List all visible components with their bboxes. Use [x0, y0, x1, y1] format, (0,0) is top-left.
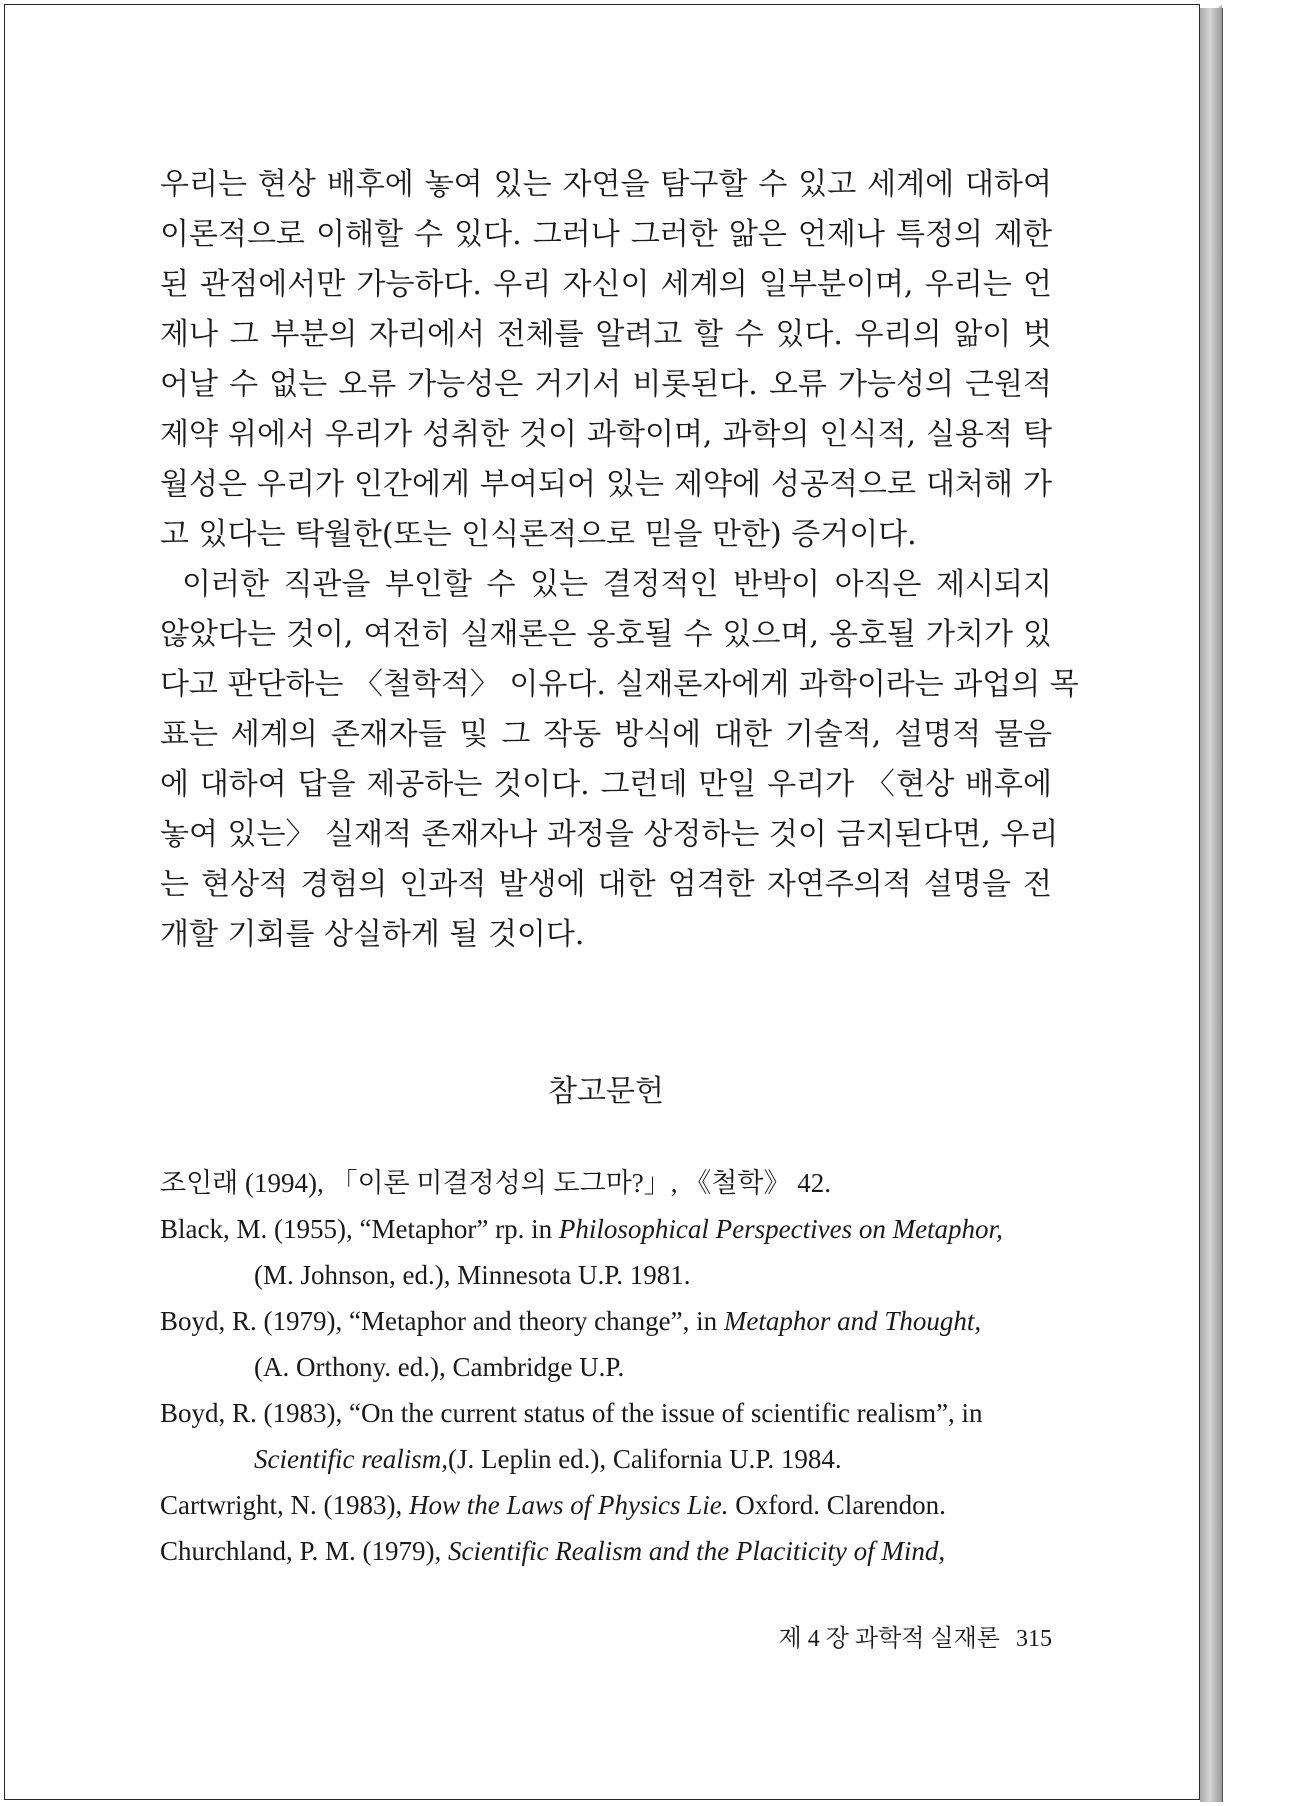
reference-continuation [160, 1436, 1052, 1482]
text-line: 이론적으로 이해할 수 있다. 그러나 그러한 앎은 언제나 특정의 제한 [160, 217, 1052, 252]
text-line: 에 대하여 답을 제공하는 것이다. 그런데 만일 우리가 〈현상 배후에 [160, 767, 1052, 802]
reference-title: Metaphor and Thought, [723, 1306, 982, 1336]
text-line: 된 관점에서만 가능하다. 우리 자신이 세계의 일부분이며, 우리는 언 [160, 267, 1052, 302]
page-edge [1200, 8, 1223, 1802]
references-heading: 참고문헌 [548, 1074, 664, 1109]
reference-text: Black, M. (1955), “Metaphor” rp. in [160, 1214, 559, 1244]
page-number: 315 [1016, 1626, 1052, 1652]
reference-entry [160, 1298, 1052, 1344]
reference-entry [160, 1206, 1052, 1252]
text-line: 다고 판단하는 〈철학적〉 이유다. 실재론자에게 과학이라는 과업의 목 [160, 667, 1079, 702]
body-text [160, 160, 1079, 960]
reference-entry [160, 1482, 1052, 1528]
reference-title: Philosophical Perspectives on Metaphor, [558, 1214, 1003, 1244]
text-line: 이러한 직관을 부인할 수 있는 결정적인 반박이 아직은 제시되지 [182, 567, 1052, 602]
text-line: 어날 수 없는 오류 가능성은 거기서 비롯된다. 오류 가능성의 근원적 [160, 367, 1052, 402]
text-line: 제나 그 부분의 자리에서 전체를 알려고 할 수 있다. 우리의 앎이 벗 [160, 317, 1052, 352]
reference-text: Boyd, R. (1983), “On the current status of the issue of scientific realism”, in [160, 1398, 983, 1428]
text-line: 놓여 있는〉 실재적 존재자나 과정을 상정하는 것이 금지된다면, 우리 [160, 817, 1059, 852]
reference-text: Cartwright, N. (1983), [160, 1490, 409, 1520]
reference-continuation [160, 1344, 1052, 1390]
reference-text: Oxford. Clarendon. [728, 1490, 946, 1520]
text-line: 제약 위에서 우리가 성취한 것이 과학이며, 과학의 인식적, 실용적 탁 [160, 417, 1052, 452]
reference-continuation [160, 1252, 1052, 1298]
text-line: 않았다는 것이, 여전히 실재론은 옹호될 수 있으며, 옹호될 가치가 있 [160, 617, 1052, 652]
text-line: 우리는 현상 배후에 놓여 있는 자연을 탐구할 수 있고 세계에 대하여 [160, 167, 1052, 202]
reference-text: 조인래 (1994), 「이론 미결정성의 도그마?」, 《철학》 42. [160, 1168, 831, 1198]
reference-entry [160, 1528, 1052, 1574]
text-line: 개할 기회를 상실하게 될 것이다. [160, 917, 585, 952]
reference-text: Churchland, P. M. (1979), [160, 1536, 448, 1566]
reference-list [160, 1160, 1052, 1574]
reference-title: Scientific Realism and the Placiticity of Mind, [447, 1536, 946, 1566]
text-line: 월성은 우리가 인간에게 부여되어 있는 제약에 성공적으로 대처해 가 [160, 467, 1052, 502]
reference-entry [160, 1160, 1052, 1206]
text-line: 표는 세계의 존재자들 및 그 작동 방식에 대한 기술적, 설명적 물음 [160, 717, 1052, 752]
text-line: 는 현상적 경험의 인과적 발생에 대한 엄격한 자연주의적 설명을 전 [160, 867, 1052, 902]
running-head: 제 4 장 과학적 실재론 [778, 1626, 1000, 1652]
reference-text: (M. Johnson, ed.), Minnesota U.P. 1981. [254, 1260, 691, 1290]
reference-text: (A. Orthony. ed.), Cambridge U.P. [254, 1352, 625, 1382]
reference-title: Scientific realism, [254, 1444, 448, 1474]
reference-entry [160, 1390, 1052, 1436]
reference-text: Boyd, R. (1979), “Metaphor and theory change”, in [160, 1306, 724, 1336]
reference-text: (J. Leplin ed.), California U.P. 1984. [447, 1444, 842, 1474]
reference-title: How the Laws of Physics Lie. [408, 1490, 729, 1520]
text-line: 고 있다는 탁월한(또는 인식론적으로 믿을 만한) 증거이다. [160, 517, 917, 552]
page-footer [160, 1618, 1052, 1653]
